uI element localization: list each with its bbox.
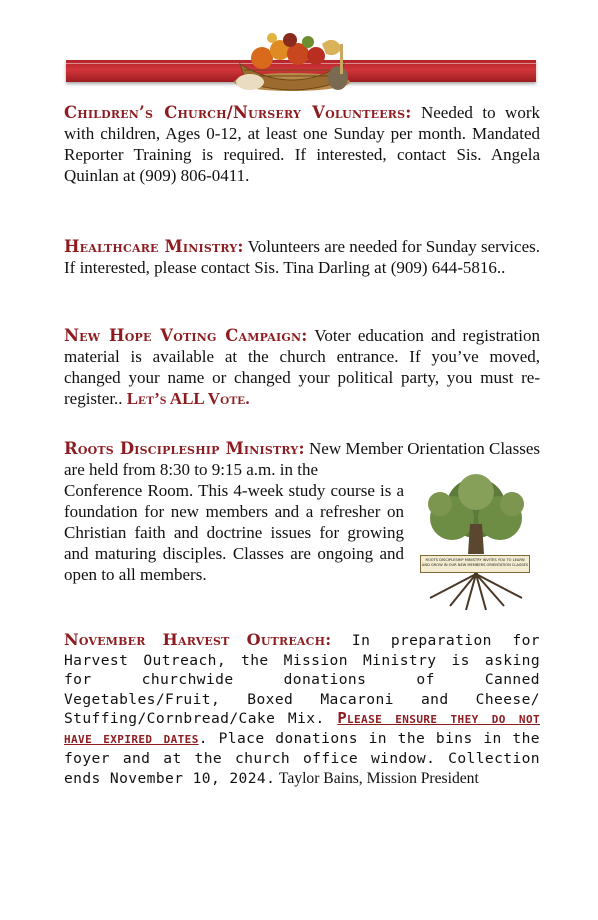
voting-emphasis: Let’s ALL Vote	[126, 389, 246, 408]
harvest-paragraph	[64, 630, 540, 789]
harvest-basket-image	[222, 24, 362, 94]
voting-body: Voter education and registration material is available at the church entrance. If you’ve moved, changed your name or changed your political party, you must re-register..	[64, 326, 540, 408]
voting-campaign-section	[64, 325, 540, 409]
childrens-church-body: Needed to work with children, Ages 0-12, at least one Sunday per month. Mandated Reporter Training is required. If interested, contact Sis. Angela Quinlan at (909) 806-0411.	[64, 103, 540, 185]
roots-heading: Roots Discipleship Ministry:	[64, 439, 305, 458]
tree-caption: ROOTS DISCIPLESHIP MINISTRY INVITES YOU TO LEARN AND GROW IN OUR NEW MEMBERS ORIENTATION CLASSES	[420, 555, 530, 573]
roots-paragraph-rest: Conference Room. This 4-week study course is a foundation for new members and a refresher on Christian faith and doctrine issues for growing and maturing disciples. Classes are ongoing and open to all members.	[64, 481, 404, 584]
harvest-emphasis: Please ensure they do not have expired dates	[64, 709, 540, 747]
childrens-church-section	[64, 102, 540, 186]
voting-end: .	[245, 389, 250, 408]
harvest-body: In preparation for Harvest Outreach, the Mission Ministry is asking for churchwide donations of Canned Vegetables/Fruit, Boxed Macaroni and Cheese/ Stuffing/Cornbread/Cake Mix.	[64, 632, 540, 728]
voting-heading: New Hope Voting Campaign:	[64, 326, 308, 345]
healthcare-heading: Healthcare Ministry:	[64, 237, 244, 256]
harvest-signature: Taylor Bains, Mission President	[275, 770, 479, 788]
harvest-after: . Place donations in the bins in the foyer and at the church office window. Collection ends November 10, 2024.	[64, 729, 540, 788]
harvest-heading: November Harvest Outreach:	[64, 630, 332, 649]
roots-tree-image	[410, 474, 542, 614]
harvest-outreach-section	[64, 630, 540, 789]
healthcare-ministry-section	[64, 236, 540, 278]
childrens-church-heading: Children’s Church/Nursery Volunteers:	[64, 103, 412, 122]
healthcare-body: Volunteers are needed for Sunday services. If interested, please contact Sis. Tina Darling at (909) 644-5816..	[64, 237, 540, 277]
voting-paragraph	[64, 325, 540, 409]
roots-body-top: New Member Orientation Classes are held from 8:30 to 9:15 a.m. in the	[64, 439, 540, 479]
healthcare-paragraph	[64, 236, 540, 278]
childrens-church-paragraph	[64, 102, 540, 186]
